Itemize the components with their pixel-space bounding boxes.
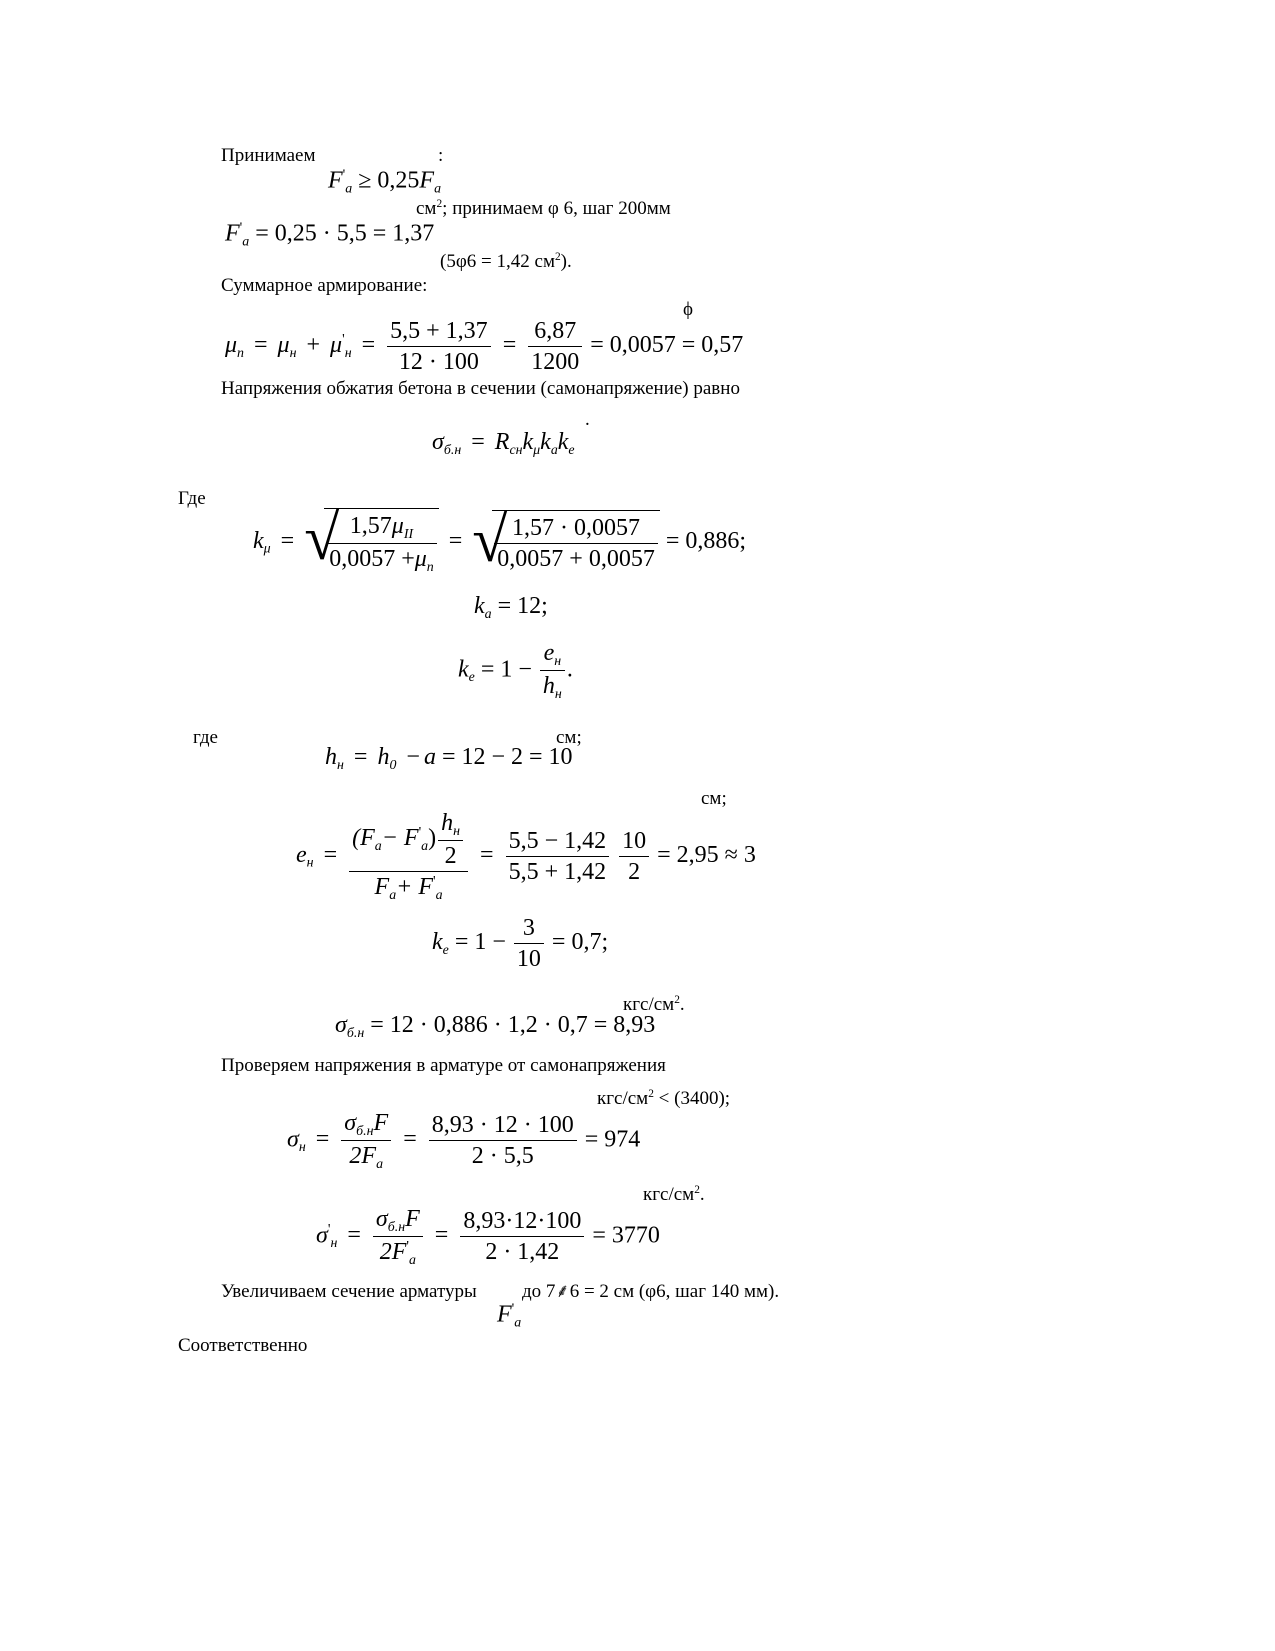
num-r: )	[428, 825, 437, 852]
numerator: 5,5 − 1,42	[506, 826, 610, 857]
numerator: 1,57 · 0,0057	[494, 513, 658, 544]
dot: .	[585, 409, 590, 430]
glyph: ⸙	[555, 1281, 570, 1302]
two: 2	[444, 843, 457, 870]
fraction	[540, 638, 565, 704]
rhs: = 0,7;	[551, 929, 609, 956]
formula-fa-prime	[497, 1302, 521, 1330]
lhs: = 1 −	[480, 656, 532, 683]
rhs: = 2,95 ≈ 3	[657, 841, 756, 868]
text-accept: Принимаем	[221, 145, 316, 166]
symbol-f: F	[225, 220, 240, 247]
choice-text: ; принимаем φ 6, шаг 200мм	[442, 198, 671, 219]
sqrt-1	[304, 502, 439, 577]
text-a: (5φ6 = 1,42 см	[440, 251, 555, 272]
fraction-2	[460, 1206, 584, 1267]
unit-cm-2: см;	[701, 788, 727, 809]
formula-sigma-value	[335, 1013, 655, 1041]
h: h	[325, 744, 337, 770]
prime: '	[342, 167, 346, 183]
r: R	[494, 429, 510, 455]
rhs: = 3770	[592, 1222, 660, 1249]
fraction-2	[429, 1110, 577, 1171]
text-check-stress: Проверяем напряжения в арматуре от самонапряжения	[221, 1055, 666, 1076]
lhs: = 1 −	[454, 929, 506, 956]
unit-kgs-3	[643, 1185, 705, 1204]
formula-fa-min	[328, 168, 441, 196]
numerator: 8,93·12·100	[460, 1206, 584, 1237]
sub-e: e	[468, 670, 475, 686]
rhs: = 12 · 0,886 · 1,2 · 0,7 = 8,93	[370, 1012, 656, 1038]
denominator: 2 · 5,5	[471, 1143, 534, 1170]
prime: '	[511, 1301, 515, 1317]
den-plus: + F	[396, 874, 434, 901]
rhs: = 0,886;	[665, 527, 747, 554]
k: k	[474, 593, 485, 619]
h-fraction	[438, 808, 463, 871]
unit-sup: 2	[436, 198, 443, 211]
eq: =	[323, 841, 338, 868]
sub-a: a	[345, 181, 353, 197]
prime: '	[342, 331, 345, 348]
mu: μ	[225, 332, 238, 359]
text-increase-section	[221, 1282, 477, 1301]
den-f: F	[374, 874, 390, 901]
fraction-1	[341, 1108, 391, 1174]
symbol-f: F	[328, 167, 343, 194]
num-minus: − F	[381, 825, 419, 852]
sigma: σ	[344, 1110, 357, 1136]
h: h	[441, 810, 454, 836]
eq: =	[315, 1126, 330, 1153]
sub-mu: μ	[263, 541, 271, 557]
numerator: 5,5 + 1,37	[387, 316, 491, 347]
a: a	[423, 744, 436, 770]
k: k	[432, 929, 443, 956]
h: h	[542, 673, 555, 700]
formula-ke-value	[432, 913, 608, 974]
rhs: = 12 − 2 = 10	[441, 744, 573, 770]
sup: 2	[554, 251, 561, 264]
sub-bn: б.н	[346, 1025, 365, 1041]
denominator: 2 · 1,42	[485, 1239, 560, 1266]
plus: +	[306, 332, 321, 359]
sigma: σ	[432, 429, 444, 455]
text-a: Увеличиваем сечение арматуры	[221, 1281, 477, 1302]
sub-e: e	[442, 942, 449, 958]
sub-bn: б.н	[443, 442, 462, 458]
eq: =	[471, 429, 485, 455]
formula-sigma-bn	[432, 430, 575, 458]
sigma: σ	[375, 1206, 388, 1232]
eq: =	[280, 527, 295, 554]
denominator: 1200	[531, 349, 580, 375]
phi-symbol: ϕ	[683, 299, 694, 320]
formula-sigma-n	[287, 1108, 640, 1174]
f: F	[405, 1206, 420, 1232]
unit-sup: 2	[674, 994, 680, 1007]
eq3: =	[502, 332, 517, 359]
prime: '	[406, 1238, 409, 1255]
numerator: 6,87	[528, 316, 582, 347]
sigma: σ	[287, 1126, 299, 1153]
text-unit-choice	[416, 199, 671, 218]
text-5phi6	[440, 252, 572, 271]
den-a: 0,0057 +	[329, 546, 415, 573]
fraction	[514, 913, 544, 974]
text-b: ).	[560, 251, 572, 272]
sub-II: II	[403, 526, 414, 542]
sub-h: н	[554, 687, 562, 703]
eq: =	[254, 332, 268, 359]
fraction-2	[506, 826, 610, 887]
formula-mu	[225, 316, 743, 377]
k-mu: k	[522, 429, 534, 455]
end-dot: .	[566, 656, 573, 683]
sub-h: н	[453, 823, 461, 839]
formula-k-mu	[253, 502, 747, 577]
sub-a: a	[374, 839, 382, 854]
formula-ka	[474, 594, 548, 622]
rhs: = 974	[584, 1126, 641, 1153]
sub-a: a	[242, 234, 250, 250]
big-fraction	[349, 808, 468, 905]
mu: μ	[391, 513, 404, 539]
text-where: Где	[178, 488, 206, 509]
text-accordingly: Соответственно	[178, 1335, 308, 1356]
f: F	[373, 1110, 389, 1136]
prime: '	[433, 873, 436, 890]
sub-a2: a	[434, 181, 442, 197]
sub-a: a	[408, 1253, 416, 1269]
denominator: 2	[628, 858, 641, 885]
den: 2F	[379, 1239, 407, 1266]
sub-h: н	[330, 1236, 338, 1252]
fraction-1	[387, 316, 491, 377]
sub-a2: a	[421, 839, 429, 854]
k-e: k	[557, 429, 569, 455]
eq2: =	[480, 841, 494, 868]
rhs: = 0,0057 = 0,57	[590, 332, 744, 359]
text-b: до 7	[522, 1281, 556, 1302]
eq: =	[353, 744, 368, 770]
f: F	[497, 1301, 512, 1328]
sub-a: a	[514, 1315, 522, 1331]
radical-icon: √	[304, 502, 340, 573]
mu: μ	[414, 546, 427, 573]
numerator: 10	[619, 826, 649, 857]
eq: =	[347, 1222, 361, 1249]
sub-mu: μ	[533, 442, 541, 458]
eq2: =	[448, 527, 463, 554]
k-a: k	[540, 429, 551, 455]
sub-a2: a	[435, 888, 443, 904]
sub-h: н	[554, 653, 562, 669]
k: k	[253, 527, 264, 554]
colon: :	[438, 145, 444, 166]
rhs: = 0,25 · 5,5 = 1,37	[255, 220, 435, 247]
unit-kgs-2	[597, 1089, 730, 1108]
fraction-2	[528, 316, 582, 377]
denominator: 5,5 + 1,42	[508, 858, 607, 885]
sub-h: н	[289, 345, 297, 361]
minus: −	[406, 744, 420, 770]
symbol-f2: F	[419, 167, 435, 194]
numerator: 8,93 · 12 · 100	[429, 1110, 577, 1141]
mu-h-prime: μ	[330, 332, 343, 359]
sub-bn: б.н	[356, 1123, 374, 1139]
num-a: 1,57	[349, 513, 392, 539]
rhs: = 12;	[497, 593, 548, 619]
sub-p: п	[237, 345, 244, 361]
text-where-2: где	[193, 727, 218, 748]
formula-en	[296, 808, 756, 905]
prime: '	[239, 220, 243, 236]
sub-sn: сн	[509, 442, 523, 458]
formula-fa-value	[225, 221, 434, 249]
mu-h: μ	[277, 332, 290, 359]
eq2: =	[434, 1222, 449, 1249]
sqrt-2	[472, 504, 660, 576]
unit-sup: 2	[694, 1184, 700, 1197]
num-l: (F	[352, 825, 375, 852]
fraction-3	[619, 826, 649, 887]
sub-a: a	[484, 606, 492, 622]
text-total-reinforcement: Суммарное армирование:	[221, 275, 428, 296]
den: 2F	[349, 1143, 377, 1170]
denominator: 10	[516, 946, 541, 972]
fraction-1	[373, 1204, 423, 1270]
unit-end: < (3400);	[653, 1088, 731, 1109]
denominator: 0,0057 + 0,0057	[497, 546, 655, 573]
sub-h: н	[298, 1140, 306, 1156]
sub-h: н	[337, 757, 344, 773]
sub-p: п	[426, 560, 434, 576]
unit-sup: 2	[648, 1088, 654, 1101]
sub-h2: н	[344, 345, 352, 361]
denominator: 12 · 100	[398, 349, 479, 375]
unit-cm: см;	[556, 727, 582, 748]
sub-e: e	[568, 442, 575, 458]
sub-bn: б.н	[387, 1219, 406, 1235]
sub-a: a	[550, 442, 558, 458]
unit-end: .	[699, 1184, 705, 1205]
sigma: σ	[316, 1222, 328, 1249]
formula-ke	[458, 638, 573, 704]
formula-hn	[325, 745, 573, 773]
formula-sigma-n-prime	[316, 1204, 660, 1270]
e: e	[543, 640, 555, 666]
unit: кгс/см	[623, 994, 675, 1015]
prime: '	[327, 1221, 331, 1238]
unit-end: .	[679, 994, 685, 1015]
text-stress-compression: Напряжения обжатия бетона в сечении (самонапряжение) равно	[221, 378, 740, 399]
unit: см	[416, 198, 437, 219]
unit: кгс/см	[643, 1184, 695, 1205]
sigma: σ	[335, 1012, 347, 1038]
text-increase-section-b	[522, 1282, 779, 1301]
k: k	[458, 656, 469, 683]
e: e	[296, 841, 307, 868]
relation: ≥ 0,25	[358, 167, 420, 194]
sub-a: a	[376, 1157, 384, 1173]
sub-h: н	[306, 855, 314, 871]
eq2: =	[361, 332, 376, 359]
radical-icon: √	[472, 504, 508, 576]
sub-0: 0	[389, 757, 397, 773]
h0: h	[377, 744, 390, 770]
numerator: 3	[514, 913, 544, 944]
unit: кгс/см	[597, 1088, 649, 1109]
prime: '	[418, 824, 422, 841]
sub-a: a	[389, 888, 397, 904]
text-c: 6 = 2 см (φ6, шаг 140 мм).	[569, 1281, 780, 1302]
eq2: =	[403, 1126, 417, 1153]
